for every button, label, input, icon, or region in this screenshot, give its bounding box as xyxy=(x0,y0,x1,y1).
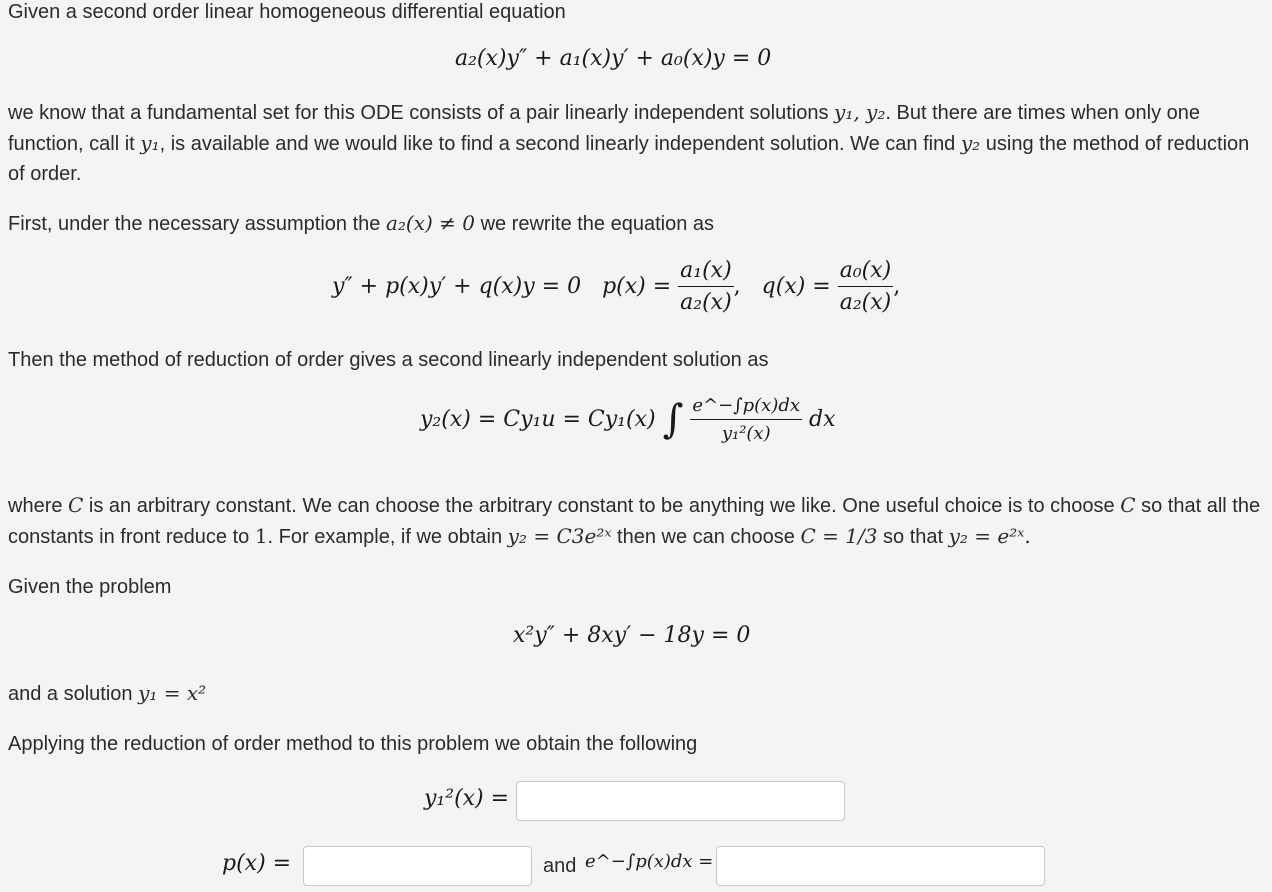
p-input[interactable] xyxy=(303,846,532,886)
rewritten-equation: y″ + p(x)y′ + q(x)y = 0 p(x) = $\frac{\text{a₁(x)}}{\text{a₂(x)}}$ , q(x) = $\frac{\text{a₀(x)}}{\text{a₂(x)}}$ , xyxy=(332,258,901,315)
p-fraction: $\frac{\text{a₁(x)}}{\text{a₂(x)}}$ xyxy=(680,258,732,315)
general-equation: a₂(x)y″ + a₁(x)y′ + a₀(x)y = 0 xyxy=(455,46,772,71)
given-solution-text: and a solution y₁ = x² xyxy=(8,681,207,705)
paragraph-fundamental-set: we know that a fundamental set for this ODE consists of a pair linearly independent solutions y₁, y₂. But there are times when only one function, call it y₁, is available and we would like to find a second linearly independent solution. We can find y₂ using the method of reduction of order. xyxy=(8,100,1250,185)
given-problem-text: Given the problem xyxy=(8,576,172,598)
y1-squared-input[interactable] xyxy=(516,781,845,821)
paragraph-assumption: First, under the necessary assumption the a₂(x) ≠ 0 we rewrite the equation as xyxy=(8,211,715,235)
exp-integral-label: e^−∫p(x)dx = xyxy=(585,851,714,872)
y1-squared-label: y₁²(x) = xyxy=(424,786,510,811)
solution-formula: y₂(x) = Cy₁u = Cy₁(x) ∫ $\frac{e\^{}-\int p(x)dx}{\text{y₁²(x)}}$ dx xyxy=(420,395,836,444)
solution-fraction: $\frac{e\^{}-\int p(x)dx}{\text{y₁²(x)}}$ xyxy=(692,395,801,444)
problem-equation: x²y″ + 8xy′ − 18y = 0 xyxy=(513,623,751,648)
p-label: p(x) = xyxy=(222,851,292,876)
q-fraction: $\frac{\text{a₀(x)}}{\text{a₂(x)}}$ xyxy=(839,258,892,315)
intro-text: Given a second order linear homogeneous differential equation xyxy=(8,1,566,23)
paragraph-method: Then the method of reduction of order gives a second linearly independent solution as xyxy=(8,349,769,371)
and-label: and xyxy=(543,855,577,877)
applying-text: Applying the reduction of order method to this problem we obtain the following xyxy=(8,733,698,755)
exp-integral-input[interactable] xyxy=(716,846,1045,886)
paragraph-arbitrary-constant: where C is an arbitrary constant. We can choose the arbitrary constant to be anything we like. One useful choice is to choose C so that all the constants in front reduce to 1. For example, if we obtain y₂ = C3e²ˣ then we can choose C = 1/3 so that y₂ = e²ˣ. xyxy=(8,493,1261,548)
